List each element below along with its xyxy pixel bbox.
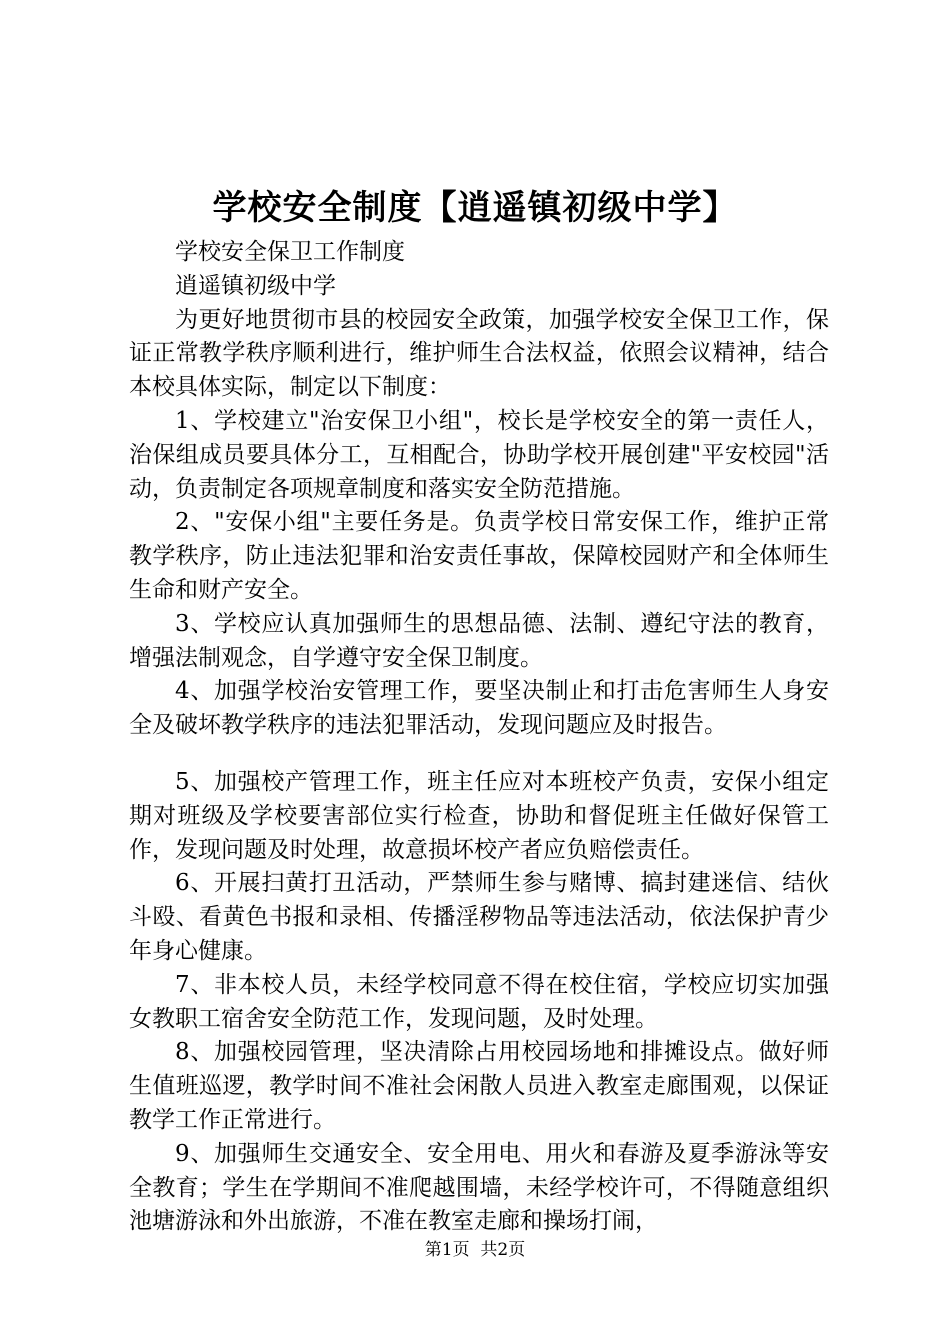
intro-paragraph: 为更好地贯彻市县的校园安全政策，加强学校安全保卫工作，保证正常教学秩序顺利进行，维护师生合法权益，依照会议精神，结合本校具体实际，制定以下制度： bbox=[129, 306, 829, 401]
document-body bbox=[129, 236, 829, 1239]
rule-item-7: 7、非本校人员，未经学校同意不得在校住宿，学校应切实加强女教职工宿舍安全防范工作，发现问题，及时处理。 bbox=[129, 971, 829, 1032]
rule-item-2: 2、"安保小组"主要任务是。负责学校日常安保工作，维护正常教学秩序，防止违法犯罪和治安责任事故，保障校园财产和全体师生生命和财产安全。 bbox=[129, 509, 829, 603]
rule-item-1: 1、学校建立"治安保卫小组"，校长是学校安全的第一责任人，治保组成员要具体分工，互相配合，协助学校开展创建"平安校园"活动，负责制定各项规章制度和落实安全防范措施。 bbox=[129, 407, 829, 502]
school-name: 逍遥镇初级中学 bbox=[175, 272, 336, 299]
rule-item-4: 4、加强学校治安管理工作，要坚决制止和打击危害师生人身安全及破坏教学秩序的违法犯罪活动，发现问题应及时报告。 bbox=[129, 678, 829, 739]
document-subtitle: 学校安全保卫工作制度 bbox=[175, 239, 405, 265]
rule-item-5: 5、加强校产管理工作，班主任应对本班校产负责，安保小组定期对班级及学校要害部位实行检查，协助和督促班主任做好保管工作，发现问题及时处理，故意损坏校产者应负赔偿责任。 bbox=[129, 768, 829, 863]
rule-item-3: 3、学校应认真加强师生的思想品德、法制、遵纪守法的教育，增强法制观念，自学遵守安全保卫制度。 bbox=[129, 610, 829, 671]
page-number: 第1页 共2页 bbox=[424, 1240, 526, 1260]
rule-item-9: 9、加强师生交通安全、安全用电、用火和春游及夏季游泳等安全教育；学生在学期间不准爬越围墙，未经学校许可，不得随意组织池塘游泳和外出旅游，不准在教室走廊和操场打闹， bbox=[129, 1140, 829, 1235]
rule-item-8: 8、加强校园管理，坚决清除占用校园场地和排摊设点。做好师生值班巡逻，教学时间不准社会闲散人员进入教室走廊围观，以保证教学工作正常进行。 bbox=[129, 1039, 829, 1133]
page-footer bbox=[0, 1238, 950, 1262]
document-title: 学校安全制度【逍遥镇初级中学】 bbox=[212, 188, 738, 228]
rule-item-6: 6、开展扫黄打丑活动，严禁师生参与赌博、搞封建迷信、结伙斗殴、看黄色书报和录相、传播淫秽物品等违法活动，依法保护青少年身心健康。 bbox=[129, 870, 829, 964]
